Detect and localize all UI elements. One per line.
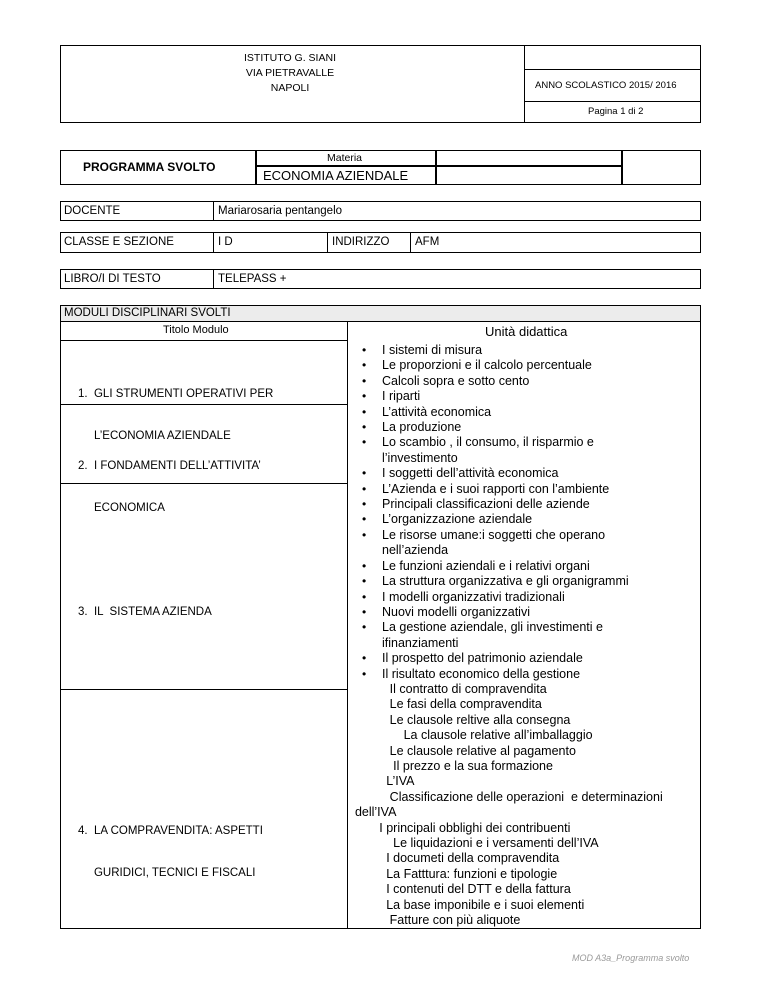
- unit-text: Lo scambio , il consumo, il risparmio e: [382, 435, 594, 450]
- bullet-icon: •: [362, 620, 367, 635]
- module-1-title-line-2: L’ECONOMIA AZIENDALE: [78, 430, 231, 442]
- unit-item: [348, 405, 700, 420]
- col-unita-didattica: Unità didattica: [485, 324, 568, 339]
- classe-value: I D: [218, 236, 233, 248]
- bullet-icon: •: [362, 358, 367, 373]
- bullet-icon: •: [362, 466, 367, 481]
- unit-line: La clausole relative all’imballaggio: [348, 728, 593, 743]
- classe-divider-2: [327, 232, 328, 253]
- bullet-icon: •: [362, 404, 367, 419]
- unit-text: Il risultato economico della gestione: [382, 666, 581, 681]
- unit-line: dell’IVA: [348, 805, 397, 820]
- classe-label: CLASSE E SEZIONE: [64, 236, 174, 248]
- unit-line: Le clausole relative al pagamento: [348, 743, 576, 758]
- module-4-title-line-1: 4. LA COMPRAVENDITA: ASPETTI: [78, 825, 263, 837]
- unit-text: Il prospetto del patrimonio aziendale: [382, 651, 583, 666]
- empty-cell-1: [436, 150, 622, 166]
- module-1-units: [348, 343, 700, 405]
- unit-text: I soggetti dell’attività economica: [382, 466, 559, 481]
- unit-item: [348, 574, 700, 589]
- module-2-title-line-1: 2. I FONDAMENTI DELL’ATTIVITA’: [78, 460, 261, 472]
- module-3-title: [78, 577, 212, 633]
- unit-line: Il contratto di compravendita: [348, 681, 547, 696]
- module-3-units: [348, 482, 700, 682]
- unit-item-continuation: [348, 636, 700, 651]
- bullet-icon: •: [362, 435, 367, 450]
- classe-divider-1: [213, 232, 214, 253]
- unit-line: Il prezzo e la sua formazione: [348, 758, 553, 773]
- unit-text: Calcoli sopra e sotto cento: [382, 373, 530, 388]
- unit-text: Le funzioni aziendali e i relativi organi: [382, 558, 590, 573]
- materia-value: ECONOMIA AZIENDALE: [263, 168, 409, 183]
- unit-text: Le proporzioni e il calcolo percentuale: [382, 358, 592, 373]
- unit-item: [348, 343, 700, 358]
- header-divider-h2: [524, 101, 701, 102]
- module-4-title-line-2: GURIDICI, TECNICI E FISCALI: [78, 867, 256, 879]
- module-1-title-line-1: 1. GLI STRUMENTI OPERATIVI PER: [78, 388, 274, 400]
- bullet-icon: •: [362, 589, 367, 604]
- module-4-title: [78, 796, 263, 894]
- unit-item: [348, 605, 700, 620]
- unit-text: La struttura organizzativa e gli organigrammi: [382, 574, 629, 589]
- bullet-icon: •: [362, 558, 367, 573]
- unit-text: I sistemi di misura: [382, 343, 483, 357]
- unit-item-continuation: [348, 451, 700, 466]
- libro-value: TELEPASS +: [218, 273, 287, 285]
- unit-item: [348, 497, 700, 512]
- unit-item: [348, 435, 700, 450]
- anno-scolastico: ANNO SCOLASTICO 2015/ 2016: [535, 80, 677, 91]
- page-number: Pagina 1 di 2: [588, 106, 644, 117]
- bullet-icon: •: [362, 497, 367, 512]
- classe-divider-3: [410, 232, 411, 253]
- empty-cell-2: [436, 166, 622, 185]
- unit-line: Le liquidazioni e i versamenti dell’IVA: [348, 836, 599, 850]
- unit-item: [348, 620, 700, 635]
- docente-divider: [213, 201, 214, 221]
- bullet-icon: •: [362, 574, 367, 589]
- unit-item: [348, 667, 700, 682]
- unit-line: I contenuti del DTT e della fattura: [348, 882, 571, 897]
- unit-text: Nuovi modelli organizzativi: [382, 604, 530, 619]
- moduli-heading-underline: [60, 321, 701, 322]
- unit-item-continuation: [348, 543, 700, 558]
- bullet-icon: •: [362, 481, 367, 496]
- libro-divider: [213, 269, 214, 289]
- unit-item: [348, 528, 700, 543]
- docente-row: [60, 201, 701, 221]
- units-column: [348, 343, 700, 928]
- header-divider-vertical: [524, 45, 525, 123]
- unit-text: Le risorse umane:i soggetti che operano: [382, 527, 606, 542]
- unit-text: La produzione: [382, 420, 462, 435]
- unit-line: Le clausole reltive alla consegna: [348, 712, 571, 727]
- unit-item: [348, 374, 700, 389]
- unit-item: [348, 559, 700, 574]
- unit-item: [348, 482, 700, 497]
- unit-item: [348, 358, 700, 373]
- header-divider-h1: [524, 69, 701, 70]
- moduli-heading: MODULI DISCIPLINARI SVOLTI: [64, 307, 231, 319]
- module-3-title-line-1: 3. IL SISTEMA AZIENDA: [78, 606, 212, 618]
- empty-cell-3: [622, 150, 701, 185]
- unit-item: [348, 512, 700, 527]
- bullet-icon: •: [362, 527, 367, 542]
- indirizzo-label: INDIRIZZO: [332, 236, 390, 248]
- school-info: [200, 51, 380, 96]
- module-2-units: [348, 405, 700, 482]
- unit-item: [348, 466, 700, 481]
- unit-text: L’attività economica: [382, 404, 492, 419]
- bullet-icon: •: [362, 512, 367, 527]
- materia-label: Materia: [327, 152, 363, 164]
- unit-text: L’Azienda e i suoi rapporti con l’ambiente: [382, 481, 610, 496]
- libro-label: LIBRO/I DI TESTO: [64, 273, 161, 285]
- school-street: VIA PIETRAVALLE: [245, 67, 335, 79]
- unit-text: L’organizzazione aziendale: [382, 512, 533, 527]
- bullet-icon: •: [362, 420, 367, 435]
- unit-line: L’IVA: [348, 774, 415, 789]
- unit-line: Fatture con più aliquote: [348, 913, 521, 928]
- bullet-icon: •: [362, 389, 367, 404]
- module-4-top: [60, 689, 348, 690]
- docente-value: Mariarosaria pentangelo: [218, 205, 343, 217]
- bullet-icon: •: [362, 373, 367, 388]
- unit-item: [348, 651, 700, 666]
- unit-line: Classificazione delle operazioni e determinazioni: [348, 789, 663, 804]
- bullet-icon: •: [362, 604, 367, 619]
- unit-text: La gestione aziendale, gli investimenti e: [382, 620, 603, 635]
- bullet-icon: •: [362, 666, 367, 681]
- school-name: ISTITUTO G. SIANI: [244, 52, 336, 64]
- unit-text: Principali classificazioni delle aziende: [382, 497, 590, 512]
- bullet-icon: •: [362, 343, 367, 357]
- unit-text: I riparti: [382, 389, 421, 404]
- unit-text: nell’azienda: [382, 543, 449, 558]
- school-city: NAPOLI: [270, 82, 310, 94]
- unit-line: La base imponibile e i suoi elementi: [348, 897, 585, 912]
- programma-title: PROGRAMMA SVOLTO: [83, 160, 216, 174]
- unit-item: [348, 389, 700, 404]
- module-2-title: [78, 431, 261, 529]
- docente-label: DOCENTE: [64, 205, 121, 217]
- module-1-top: [60, 340, 348, 341]
- bullet-icon: •: [362, 651, 367, 666]
- unit-item: [348, 420, 700, 435]
- document-code: MOD A3a_Programma svolto: [572, 953, 690, 963]
- indirizzo-value: AFM: [415, 236, 440, 248]
- unit-text: l’investimento: [382, 450, 458, 465]
- module-4-units: [348, 682, 700, 929]
- unit-line: I documeti della compravendita: [348, 851, 560, 866]
- module-2-title-line-2: ECONOMICA: [78, 502, 165, 514]
- unit-text: ifinanziamenti: [382, 635, 459, 650]
- unit-item: [348, 590, 700, 605]
- col-titolo-modulo: Titolo Modulo: [163, 324, 229, 336]
- unit-line: Le fasi della compravendita: [348, 697, 542, 712]
- unit-line: I principali obblighi dei contribuenti: [348, 820, 571, 835]
- unit-line: La Fatttura: funzioni e tipologie: [348, 866, 558, 881]
- unit-text: I modelli organizzativi tradizionali: [382, 589, 565, 604]
